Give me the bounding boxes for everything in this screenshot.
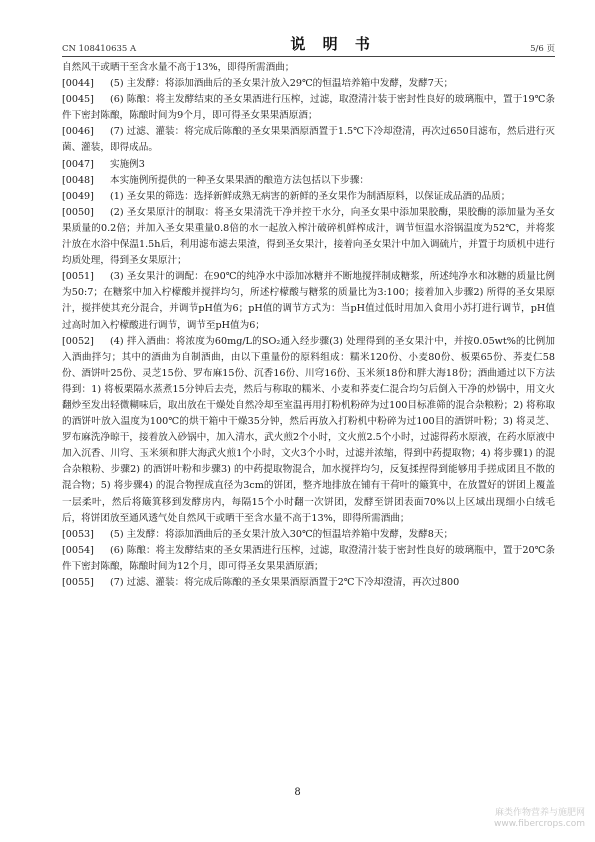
paragraph-text: (1) 圣女果的筛选：选择新鲜成熟无病害的新鲜的圣女果作为制酒原料，以保证成品酒的品质；	[110, 190, 511, 202]
paragraph-number: [0055]	[62, 577, 94, 588]
paragraph	[62, 543, 555, 575]
paragraph-number: [0053]	[62, 528, 94, 540]
page-reference: 5/6 页	[530, 44, 555, 54]
paragraph	[62, 334, 555, 527]
paragraph-text: 本实施例所提供的一种圣女果果酒的酿造方法包括以下步骤：	[110, 174, 370, 186]
paragraph-number: [0046]	[62, 126, 94, 138]
page-title: 说 明 书	[290, 35, 376, 53]
paragraph-text: 实施例3	[110, 158, 145, 170]
document-number: CN 108410635 A	[62, 44, 137, 54]
paragraph	[62, 76, 555, 92]
paragraph-number: [0054]	[62, 544, 94, 556]
page-header	[62, 36, 555, 54]
paragraph-text: (5) 主发酵：将添加酒曲后的圣女果汁放入30℃的恒温培养箱中发酵，发酵8天；	[110, 528, 454, 540]
paragraph	[62, 92, 555, 124]
paragraph-text: 自然风干或晒干至含水量不高于13%，即得所需酒曲；	[62, 62, 295, 73]
paragraph-text: (4) 拌入酒曲：将浓度为60mg/L的SO₂通入经步骤(3) 处理得到的圣女果汁中，并按0.05wt%的比例加入酒曲拌匀；其中的酒曲为自制酒曲，由以下重量份的原料组成：糯米120份、小麦80份、板栗65份、荞麦仁58份、酒饼叶25份、灵芝15份、罗布麻15份、沉香16份、川穹16份、玉米须18份和胖大海18份；酒曲通过以下方法得到：1) 将板栗隔水蒸煮15分钟后去壳，然后与称取的糯米、小麦和荞麦仁混合均匀后倒入干净的炒锅中，用文火翻炒至发出轻微糊味后，取出放在干燥处自然冷却至室温再用打粉机粉碎为过100目标准筛的混合杂粮粉；2) 将称取的酒饼叶放入温度为100℃的烘干箱中干燥35分钟，然后再放入打粉机中粉碎为过100目的酒饼叶粉；3) 将灵芝、罗布麻洗净晾干，接着放入砂锅中，加入清水，武火煎2个小时，文火煎2.5个小时，过滤得药水原液，在药水原液中加入沉香、川穹、玉米须和胖大海武火煎1个小时，文火3个小时，过滤并浓缩，得到中药提取物；4) 将步骤1) 的混合杂粮粉、步骤2) 的酒饼叶粉和步骤3) 的中药提取物混合，加水搅拌均匀，反复揉捏得到能够用手搓成团且不散的混合物；5) 将步骤4) 的混合物捏成直径为3cm的饼团，整齐地排放在铺有干荷叶的簸箕中，在放置好的饼团上覆盖一层柔叶，然后将簸箕移到发酵房内，每隔15个小时翻一次饼团，发酵至饼团表面70%以上区域出现细小白绒毛后，将饼团放至通风透气处自然风干或晒干至含水量不高于13%，即得所需酒曲；	[62, 335, 555, 524]
watermark-url: www.fibercrops.com	[494, 819, 585, 829]
paragraph	[62, 157, 555, 173]
paragraph-number: [0047]	[62, 158, 94, 170]
page-number: 8	[294, 787, 301, 798]
paragraph	[62, 575, 555, 591]
paragraph	[62, 60, 555, 76]
paragraph-text: (7) 过滤、灌装：将完成后陈酿的圣女果果酒原酒置于1.5℃下冷却澄清，再次过650目滤布，然后进行灭菌、灌装，即得成品。	[62, 126, 555, 154]
paragraph	[62, 173, 555, 189]
paragraph	[62, 189, 555, 205]
paragraph	[62, 124, 555, 156]
header-divider	[62, 56, 555, 57]
paragraph-text: (6) 陈酿：将主发酵结束的圣女果酒进行压榨，过滤，取澄清汁装于密封性良好的玻璃瓶中，置于19℃条件下密封陈酿，陈酿时间为9个月，即可得圣女果果酒原酒；	[62, 94, 555, 122]
paragraph-number: [0048]	[62, 174, 94, 186]
paragraph-number: [0045]	[62, 94, 94, 106]
paragraph-text: (6) 陈酿：将主发酵结束的圣女果酒进行压榨，过滤，取澄清汁装于密封性良好的玻璃瓶中，置于20℃条件下密封陈酿，陈酿时间为12个月，即可得圣女果果酒原酒；	[62, 544, 555, 572]
paragraph-text: (2) 圣女果原汁的制取：将圣女果清洗干净并控干水分，向圣女果中添加果胶酶，果胶酶的添加量为圣女果质量的0.2倍；并加入圣女果重量0.8倍的水一起放入榨汁破碎机鲜榨成汁，调节恒温水浴锅温度为52℃，并将浆汁放在水浴中保温1.5h后，利用滤布滤去果渣，得到圣女果汁，接着向圣女果汁中加入调硫片，并置于均质机中进行均质处理，得到圣女果原汁；	[62, 206, 555, 267]
watermark-site-name: 麻类作物营养与施肥网	[494, 808, 585, 818]
paragraph	[62, 205, 555, 269]
paragraph-text: (7) 过滤、灌装：将完成后陈酿的圣女果果酒原酒置于2℃下冷却澄清，再次过800	[110, 577, 460, 588]
paragraph-number: [0049]	[62, 190, 94, 202]
paragraph-text: (5) 主发酵：将添加酒曲后的圣女果汁放入29℃的恒温培养箱中发酵，发酵7天；	[110, 78, 454, 90]
paragraph	[62, 527, 555, 543]
paragraph-text: (3) 圣女果汁的调配：在90℃的纯净水中添加冰糖并不断地搅拌制成糖浆，所述纯净水和冰糖的质量比例为50:7；在糖浆中加入柠檬酸并搅拌均匀，所述柠檬酸与糖浆的质量比为3:100；接着加入步骤2) 所得的圣女果原汁，搅拌使其充分混合，并调节pH值为6；pH值的调节方式为：当pH值过低时用加入食用小苏打进行调节，pH值过高时加入柠檬酸进行调节，调节至pH值为6；	[62, 271, 555, 331]
paragraph-number: [0052]	[62, 335, 94, 347]
paragraph-number: [0050]	[62, 206, 94, 218]
document-body	[62, 60, 555, 591]
paragraph-number: [0051]	[62, 271, 94, 283]
site-watermark	[494, 808, 585, 830]
paragraph-number: [0044]	[62, 78, 94, 90]
paragraph	[62, 269, 555, 333]
